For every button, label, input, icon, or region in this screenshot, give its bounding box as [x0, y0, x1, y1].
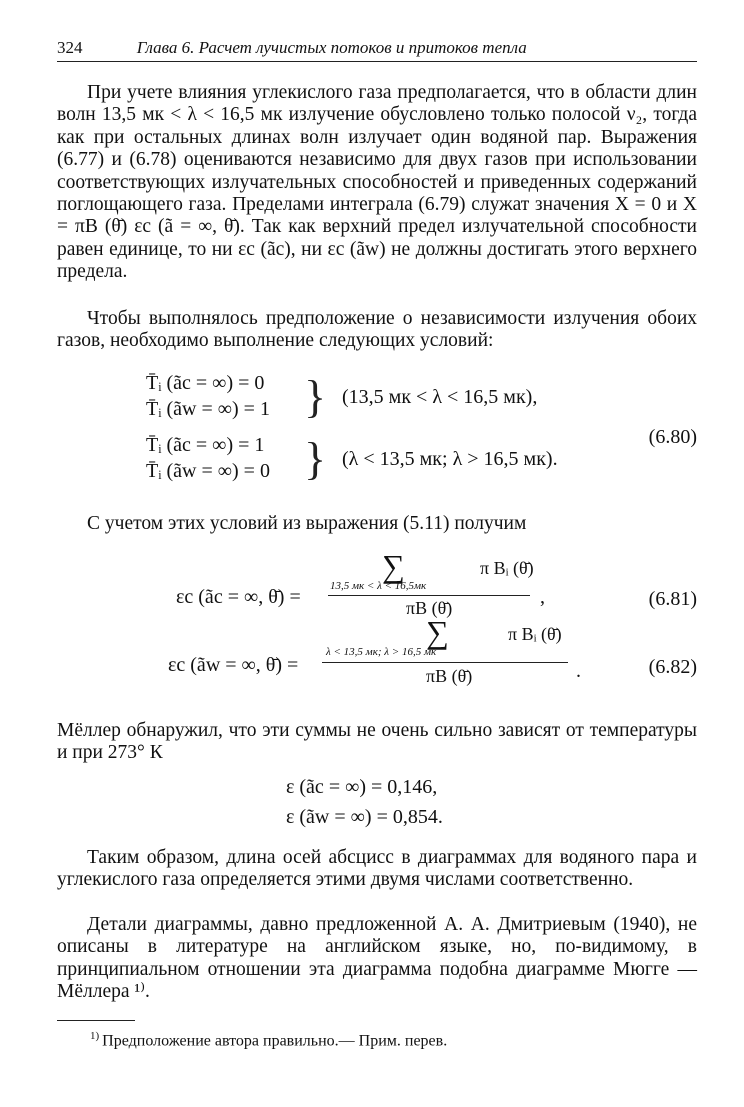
equation-number: (6.80)	[648, 426, 697, 448]
paragraph-abscissa-length: Таким образом, длина осей абсцисс в диаграммах для водяного пара и углекислого газа определяется этими двумя числами соответственно.	[57, 847, 697, 891]
eq-682-denominator: πB (θ̄)	[426, 666, 473, 686]
eq-682-lhs: εc (ãw = ∞, θ̄) =	[168, 654, 299, 676]
running-head	[57, 38, 697, 62]
sum-symbol: ∑	[382, 548, 405, 584]
eq-682-sum-range: λ < 13,5 мк; λ > 16,5 мк	[326, 646, 437, 658]
eq-680-condition-2: (λ < 13,5 мк; λ > 16,5 мк).	[342, 448, 558, 470]
eq-680-line-3: T̄ᵢ (ãc = ∞) = 1	[146, 434, 265, 456]
paragraph-co2-influence: При учете влияния углекислого газа предполагается, что в области длин волн 13,5 мк < λ < 16,5 мк излучение обусловлено только полосой ν₂, тогда как при остальных длинах волн излучает один водяной пар. Выражения (6.77) и (6.78) оцениваются независимо для двух газов при использовании соответствующих излучательных способностей и приведенных содержаний поглощающего газа. Пределами интеграла (6.79) служат значения X = 0 и X = πB (θ̄) εc (ã = ∞, θ̄). Так как верхний предел излучательной способности равен единице, то ни εc (ãc), ни εc (ãw) не должны достигать этого верхнего предела.	[57, 82, 697, 283]
footnote	[90, 1030, 447, 1050]
eq-681-numerator: π Bᵢ (θ̄)	[480, 558, 534, 578]
eq-680-line-4: T̄ᵢ (ãw = ∞) = 0	[146, 460, 270, 482]
eq-682-trail: .	[576, 660, 581, 682]
page-number: 324	[57, 38, 83, 57]
eq-680-line-1: T̄ᵢ (ãc = ∞) = 0	[146, 372, 265, 394]
value-line-2: ε (ãw = ∞) = 0,854.	[286, 806, 443, 828]
eq-681-trail: ,	[540, 586, 545, 608]
paragraph-independence: Чтобы выполнялось предположение о независимости излучения обоих газов, необходимо выполнение следующих условий:	[57, 308, 697, 352]
eq-682-numerator: π Bᵢ (θ̄)	[508, 624, 562, 644]
equation-number: (6.82)	[648, 656, 697, 678]
eq-681-sum-range: 13,5 мк < λ < 16,5мк	[330, 580, 427, 592]
sum-symbol: ∑	[426, 614, 449, 650]
footnote-marker: 1)	[90, 1030, 100, 1042]
paragraph-dmitriev-diagram: Детали диаграммы, давно предложенной А. А. Дмитриевым (1940), не описаны в литературе на английском языке, но, по-видимому, в принципиальном отношении эта диаграмма подобна диаграмме Мюгге — Мёллера ¹⁾.	[57, 914, 697, 1003]
value-line-1: ε (ãc = ∞) = 0,146,	[286, 776, 438, 798]
footnote-text: Предположение автора правильно.— Прим. перев.	[102, 1032, 448, 1050]
chapter-title: Глава 6. Расчет лучистых потоков и притоков тепла	[136, 38, 527, 57]
footnote-rule	[57, 1020, 135, 1021]
eq-680-condition-1: (13,5 мк < λ < 16,5 мк),	[342, 386, 538, 408]
right-brace: }	[304, 371, 327, 422]
equation-number: (6.81)	[648, 588, 697, 610]
eq-681-lhs: εc (ãc = ∞, θ̄) =	[176, 586, 301, 608]
eq-680-line-2: T̄ᵢ (ãw = ∞) = 1	[146, 398, 270, 420]
fraction-line	[328, 595, 530, 596]
paragraph-moller-finding: Мёллер обнаружил, что эти суммы не очень сильно зависят от температуры и при 273° К	[57, 720, 697, 764]
paragraph-using-conditions: С учетом этих условий из выражения (5.11) получим	[87, 513, 527, 534]
fraction-line	[322, 662, 568, 663]
eq-681-denominator: πB (θ̄)	[406, 598, 453, 618]
right-brace: }	[304, 433, 327, 484]
